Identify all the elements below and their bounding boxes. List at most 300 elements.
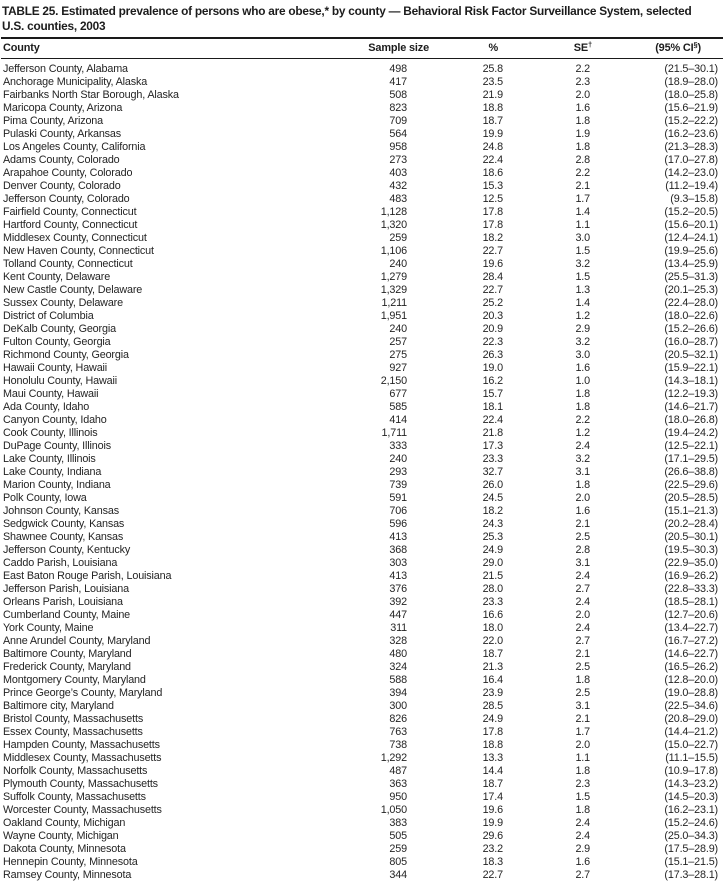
cell-pct: 17.8 xyxy=(435,206,510,219)
cell-se: 2.3 xyxy=(510,778,599,791)
cell-county: DeKalb County, Georgia xyxy=(1,323,355,336)
table-row xyxy=(1,531,723,544)
cell-sample: 376 xyxy=(355,583,435,596)
cell-sample: 413 xyxy=(355,570,435,583)
cell-sample: 413 xyxy=(355,531,435,544)
table-row xyxy=(1,557,723,570)
cell-county: Sussex County, Delaware xyxy=(1,297,355,310)
table-row xyxy=(1,271,723,284)
cell-pct: 12.5 xyxy=(435,193,510,206)
cell-pct: 24.8 xyxy=(435,141,510,154)
cell-se: 1.7 xyxy=(510,193,599,206)
cell-se: 3.0 xyxy=(510,349,599,362)
cell-se: 2.0 xyxy=(510,609,599,622)
cell-sample: 805 xyxy=(355,856,435,869)
cell-se: 1.1 xyxy=(510,219,599,232)
cell-ci: (19.9–25.6) xyxy=(599,245,723,258)
cell-sample: 240 xyxy=(355,453,435,466)
cell-se: 3.2 xyxy=(510,453,599,466)
cell-ci: (15.2–24.6) xyxy=(599,817,723,830)
table-row xyxy=(1,739,723,752)
cell-ci: (16.7–27.2) xyxy=(599,635,723,648)
cell-ci: (12.7–20.6) xyxy=(599,609,723,622)
cell-ci: (14.4–21.2) xyxy=(599,726,723,739)
cell-pct: 22.3 xyxy=(435,336,510,349)
cell-ci: (20.2–28.4) xyxy=(599,518,723,531)
cell-se: 2.7 xyxy=(510,635,599,648)
cell-sample: 950 xyxy=(355,791,435,804)
cell-se: 1.8 xyxy=(510,388,599,401)
cell-pct: 15.3 xyxy=(435,180,510,193)
cell-ci: (21.5–30.1) xyxy=(599,59,723,77)
cell-sample: 1,279 xyxy=(355,271,435,284)
cell-county: York County, Maine xyxy=(1,622,355,635)
cell-se: 2.2 xyxy=(510,167,599,180)
cell-sample: 447 xyxy=(355,609,435,622)
table-row xyxy=(1,375,723,388)
cell-ci: (12.4–24.1) xyxy=(599,232,723,245)
cell-pct: 18.0 xyxy=(435,622,510,635)
table-row xyxy=(1,687,723,700)
cell-ci: (12.2–19.3) xyxy=(599,388,723,401)
cell-pct: 26.0 xyxy=(435,479,510,492)
footnote-marker: † xyxy=(588,40,592,49)
cell-sample: 487 xyxy=(355,765,435,778)
table-row xyxy=(1,401,723,414)
table-title-line2: U.S. counties, 2003 xyxy=(2,19,693,34)
cell-se: 2.8 xyxy=(510,544,599,557)
cell-se: 2.0 xyxy=(510,492,599,505)
cell-sample: 2,150 xyxy=(355,375,435,388)
cell-sample: 417 xyxy=(355,76,435,89)
cell-ci: (9.3–15.8) xyxy=(599,193,723,206)
cell-county: Orleans Parish, Louisiana xyxy=(1,596,355,609)
table-row xyxy=(1,440,723,453)
cell-ci: (20.1–25.3) xyxy=(599,284,723,297)
cell-se: 3.1 xyxy=(510,557,599,570)
cell-ci: (10.9–17.8) xyxy=(599,765,723,778)
table-row xyxy=(1,89,723,102)
table-row xyxy=(1,674,723,687)
cell-ci: (15.2–20.5) xyxy=(599,206,723,219)
cell-sample: 240 xyxy=(355,323,435,336)
column-header-se: SE† xyxy=(510,38,599,59)
table-title xyxy=(0,0,728,33)
cell-pct: 18.2 xyxy=(435,232,510,245)
table-row xyxy=(1,427,723,440)
cell-ci: (18.5–28.1) xyxy=(599,596,723,609)
cell-sample: 1,951 xyxy=(355,310,435,323)
cell-ci: (17.0–27.8) xyxy=(599,154,723,167)
cell-sample: 368 xyxy=(355,544,435,557)
cell-pct: 18.1 xyxy=(435,401,510,414)
cell-pct: 18.7 xyxy=(435,778,510,791)
cell-pct: 19.0 xyxy=(435,362,510,375)
cell-pct: 21.5 xyxy=(435,570,510,583)
cell-sample: 826 xyxy=(355,713,435,726)
cell-pct: 20.9 xyxy=(435,323,510,336)
cell-pct: 24.5 xyxy=(435,492,510,505)
cell-sample: 311 xyxy=(355,622,435,635)
cell-ci: (11.1–15.5) xyxy=(599,752,723,765)
cell-sample: 738 xyxy=(355,739,435,752)
cell-ci: (18.0–26.8) xyxy=(599,414,723,427)
cell-pct: 24.3 xyxy=(435,518,510,531)
cell-county: Hennepin County, Minnesota xyxy=(1,856,355,869)
cell-sample: 259 xyxy=(355,232,435,245)
cell-county: Frederick County, Maryland xyxy=(1,661,355,674)
cell-pct: 18.7 xyxy=(435,648,510,661)
table-row xyxy=(1,544,723,557)
cell-ci: (19.5–30.3) xyxy=(599,544,723,557)
cell-county: District of Columbia xyxy=(1,310,355,323)
cell-county: Pulaski County, Arkansas xyxy=(1,128,355,141)
cell-pct: 23.3 xyxy=(435,596,510,609)
cell-sample: 392 xyxy=(355,596,435,609)
cell-se: 1.8 xyxy=(510,804,599,817)
cell-pct: 32.7 xyxy=(435,466,510,479)
cell-pct: 17.8 xyxy=(435,219,510,232)
cell-pct: 18.6 xyxy=(435,167,510,180)
cell-sample: 564 xyxy=(355,128,435,141)
table-row xyxy=(1,713,723,726)
cell-ci: (15.0–22.7) xyxy=(599,739,723,752)
cell-pct: 19.9 xyxy=(435,817,510,830)
cell-se: 1.7 xyxy=(510,726,599,739)
cell-se: 2.2 xyxy=(510,59,599,77)
cell-se: 1.8 xyxy=(510,401,599,414)
cell-sample: 588 xyxy=(355,674,435,687)
cell-county: Kent County, Delaware xyxy=(1,271,355,284)
cell-sample: 596 xyxy=(355,518,435,531)
cell-ci: (14.2–23.0) xyxy=(599,167,723,180)
cell-ci: (20.5–30.1) xyxy=(599,531,723,544)
table-row xyxy=(1,453,723,466)
cell-pct: 25.3 xyxy=(435,531,510,544)
cell-county: Bristol County, Massachusetts xyxy=(1,713,355,726)
table-row xyxy=(1,583,723,596)
cell-county: East Baton Rouge Parish, Louisiana xyxy=(1,570,355,583)
cell-se: 1.6 xyxy=(510,362,599,375)
table-row xyxy=(1,518,723,531)
cell-pct: 22.7 xyxy=(435,869,510,882)
cell-sample: 1,211 xyxy=(355,297,435,310)
cell-sample: 324 xyxy=(355,661,435,674)
cell-ci: (16.5–26.2) xyxy=(599,661,723,674)
cell-ci: (17.5–28.9) xyxy=(599,843,723,856)
cell-pct: 15.7 xyxy=(435,388,510,401)
cell-county: Oakland County, Michigan xyxy=(1,817,355,830)
cell-county: Norfolk County, Massachusetts xyxy=(1,765,355,778)
cell-se: 1.8 xyxy=(510,765,599,778)
cell-county: DuPage County, Illinois xyxy=(1,440,355,453)
cell-sample: 240 xyxy=(355,258,435,271)
cell-se: 2.0 xyxy=(510,89,599,102)
cell-ci: (20.5–28.5) xyxy=(599,492,723,505)
cell-ci: (18.0–25.8) xyxy=(599,89,723,102)
table-row xyxy=(1,648,723,661)
cell-ci: (21.3–28.3) xyxy=(599,141,723,154)
cell-county: Worcester County, Massachusetts xyxy=(1,804,355,817)
table-row xyxy=(1,284,723,297)
cell-ci: (15.1–21.5) xyxy=(599,856,723,869)
cell-se: 1.2 xyxy=(510,427,599,440)
table-row xyxy=(1,661,723,674)
cell-sample: 763 xyxy=(355,726,435,739)
cell-se: 1.6 xyxy=(510,102,599,115)
cell-se: 2.1 xyxy=(510,518,599,531)
cell-sample: 1,106 xyxy=(355,245,435,258)
cell-ci: (18.0–22.6) xyxy=(599,310,723,323)
cell-pct: 23.3 xyxy=(435,453,510,466)
table-row xyxy=(1,817,723,830)
cell-ci: (12.5–22.1) xyxy=(599,440,723,453)
cell-se: 1.5 xyxy=(510,791,599,804)
table-row xyxy=(1,466,723,479)
table-row xyxy=(1,726,723,739)
cell-county: Lake County, Indiana xyxy=(1,466,355,479)
cell-ci: (20.8–29.0) xyxy=(599,713,723,726)
cell-ci: (20.5–32.1) xyxy=(599,349,723,362)
table-row xyxy=(1,297,723,310)
cell-ci: (14.3–18.1) xyxy=(599,375,723,388)
cell-ci: (13.4–22.7) xyxy=(599,622,723,635)
cell-county: Wayne County, Michigan xyxy=(1,830,355,843)
cell-county: Middlesex County, Connecticut xyxy=(1,232,355,245)
cell-county: Montgomery County, Maryland xyxy=(1,674,355,687)
cell-county: Fulton County, Georgia xyxy=(1,336,355,349)
cell-se: 2.9 xyxy=(510,843,599,856)
table-row xyxy=(1,206,723,219)
cell-se: 2.5 xyxy=(510,661,599,674)
cell-se: 3.1 xyxy=(510,700,599,713)
cell-sample: 958 xyxy=(355,141,435,154)
cell-county: Honolulu County, Hawaii xyxy=(1,375,355,388)
cell-se: 2.1 xyxy=(510,648,599,661)
cell-se: 2.9 xyxy=(510,323,599,336)
cell-se: 3.1 xyxy=(510,466,599,479)
cell-sample: 328 xyxy=(355,635,435,648)
table-row xyxy=(1,570,723,583)
prevalence-table xyxy=(1,37,723,882)
cell-county: Ada County, Idaho xyxy=(1,401,355,414)
cell-ci: (16.2–23.6) xyxy=(599,128,723,141)
cell-ci: (22.5–34.6) xyxy=(599,700,723,713)
cell-ci: (15.2–22.2) xyxy=(599,115,723,128)
cell-county: Johnson County, Kansas xyxy=(1,505,355,518)
cell-pct: 16.6 xyxy=(435,609,510,622)
cell-sample: 273 xyxy=(355,154,435,167)
cell-ci: (18.9–28.0) xyxy=(599,76,723,89)
cell-county: Baltimore County, Maryland xyxy=(1,648,355,661)
cell-se: 1.8 xyxy=(510,115,599,128)
table-row xyxy=(1,167,723,180)
cell-county: Maricopa County, Arizona xyxy=(1,102,355,115)
cell-sample: 344 xyxy=(355,869,435,882)
table-row xyxy=(1,336,723,349)
cell-sample: 414 xyxy=(355,414,435,427)
table-row xyxy=(1,310,723,323)
cell-ci: (15.6–21.9) xyxy=(599,102,723,115)
cell-ci: (15.9–22.1) xyxy=(599,362,723,375)
table-row xyxy=(1,219,723,232)
cell-pct: 16.4 xyxy=(435,674,510,687)
table-row xyxy=(1,843,723,856)
column-header-pct: % xyxy=(435,38,510,59)
cell-pct: 23.9 xyxy=(435,687,510,700)
cell-ci: (11.2–19.4) xyxy=(599,180,723,193)
cell-county: Caddo Parish, Louisiana xyxy=(1,557,355,570)
cell-pct: 22.7 xyxy=(435,245,510,258)
cell-se: 3.2 xyxy=(510,258,599,271)
cell-county: Canyon County, Idaho xyxy=(1,414,355,427)
cell-county: Hampden County, Massachusetts xyxy=(1,739,355,752)
cell-pct: 25.2 xyxy=(435,297,510,310)
cell-county: Dakota County, Minnesota xyxy=(1,843,355,856)
cell-sample: 1,050 xyxy=(355,804,435,817)
cell-county: New Castle County, Delaware xyxy=(1,284,355,297)
cell-sample: 383 xyxy=(355,817,435,830)
table-row xyxy=(1,596,723,609)
cell-sample: 677 xyxy=(355,388,435,401)
cell-ci: (13.4–25.9) xyxy=(599,258,723,271)
cell-pct: 18.8 xyxy=(435,102,510,115)
table-row xyxy=(1,323,723,336)
cell-se: 1.5 xyxy=(510,245,599,258)
cell-county: Anne Arundel County, Maryland xyxy=(1,635,355,648)
table-row xyxy=(1,804,723,817)
cell-se: 1.9 xyxy=(510,128,599,141)
cell-sample: 1,711 xyxy=(355,427,435,440)
cell-sample: 1,292 xyxy=(355,752,435,765)
cell-se: 2.4 xyxy=(510,622,599,635)
table-row xyxy=(1,349,723,362)
cell-pct: 28.4 xyxy=(435,271,510,284)
cell-se: 2.4 xyxy=(510,817,599,830)
cell-pct: 18.7 xyxy=(435,115,510,128)
table-row xyxy=(1,154,723,167)
cell-county: Jefferson Parish, Louisiana xyxy=(1,583,355,596)
cell-pct: 17.8 xyxy=(435,726,510,739)
cell-county: Suffolk County, Massachusetts xyxy=(1,791,355,804)
table-row xyxy=(1,791,723,804)
cell-se: 1.8 xyxy=(510,141,599,154)
cell-se: 1.0 xyxy=(510,375,599,388)
cell-se: 2.8 xyxy=(510,154,599,167)
table-row xyxy=(1,505,723,518)
cell-sample: 403 xyxy=(355,167,435,180)
column-header-county: County xyxy=(1,38,355,59)
cell-ci: (19.0–28.8) xyxy=(599,687,723,700)
cell-se: 3.0 xyxy=(510,232,599,245)
cell-pct: 21.3 xyxy=(435,661,510,674)
cell-county: Essex County, Massachusetts xyxy=(1,726,355,739)
cell-sample: 585 xyxy=(355,401,435,414)
table-row xyxy=(1,76,723,89)
cell-pct: 29.0 xyxy=(435,557,510,570)
cell-se: 1.4 xyxy=(510,297,599,310)
header-row xyxy=(1,38,723,59)
table-row xyxy=(1,59,723,77)
cell-pct: 17.3 xyxy=(435,440,510,453)
cell-pct: 14.4 xyxy=(435,765,510,778)
cell-se: 2.4 xyxy=(510,596,599,609)
cell-sample: 480 xyxy=(355,648,435,661)
cell-se: 1.3 xyxy=(510,284,599,297)
cell-ci: (15.6–20.1) xyxy=(599,219,723,232)
cell-pct: 22.7 xyxy=(435,284,510,297)
cell-pct: 24.9 xyxy=(435,713,510,726)
cell-county: Cook County, Illinois xyxy=(1,427,355,440)
cell-se: 2.7 xyxy=(510,583,599,596)
cell-sample: 300 xyxy=(355,700,435,713)
cell-ci: (14.6–22.7) xyxy=(599,648,723,661)
cell-county: Fairbanks North Star Borough, Alaska xyxy=(1,89,355,102)
cell-pct: 25.8 xyxy=(435,59,510,77)
cell-pct: 19.6 xyxy=(435,804,510,817)
cell-sample: 1,128 xyxy=(355,206,435,219)
cell-sample: 709 xyxy=(355,115,435,128)
cell-sample: 394 xyxy=(355,687,435,700)
cell-county: Maui County, Hawaii xyxy=(1,388,355,401)
cell-pct: 13.3 xyxy=(435,752,510,765)
cell-sample: 333 xyxy=(355,440,435,453)
table-row xyxy=(1,102,723,115)
cell-se: 2.4 xyxy=(510,440,599,453)
cell-ci: (22.9–35.0) xyxy=(599,557,723,570)
cell-pct: 21.9 xyxy=(435,89,510,102)
cell-ci: (17.3–28.1) xyxy=(599,869,723,882)
cell-se: 1.8 xyxy=(510,479,599,492)
table-row xyxy=(1,700,723,713)
cell-pct: 19.6 xyxy=(435,258,510,271)
cell-sample: 257 xyxy=(355,336,435,349)
cell-se: 1.6 xyxy=(510,856,599,869)
cell-county: Polk County, Iowa xyxy=(1,492,355,505)
cell-se: 2.7 xyxy=(510,869,599,882)
cell-county: Jefferson County, Alabama xyxy=(1,59,355,77)
cell-se: 2.3 xyxy=(510,76,599,89)
cell-county: Arapahoe County, Colorado xyxy=(1,167,355,180)
table-row xyxy=(1,245,723,258)
cell-sample: 275 xyxy=(355,349,435,362)
cell-sample: 505 xyxy=(355,830,435,843)
cell-county: Lake County, Illinois xyxy=(1,453,355,466)
cell-county: Los Angeles County, California xyxy=(1,141,355,154)
cell-county: Baltimore city, Maryland xyxy=(1,700,355,713)
cell-se: 1.4 xyxy=(510,206,599,219)
cell-sample: 508 xyxy=(355,89,435,102)
cell-county: Tolland County, Connecticut xyxy=(1,258,355,271)
table-row xyxy=(1,492,723,505)
cell-pct: 19.9 xyxy=(435,128,510,141)
table-row xyxy=(1,635,723,648)
cell-county: Shawnee County, Kansas xyxy=(1,531,355,544)
cell-sample: 591 xyxy=(355,492,435,505)
cell-pct: 28.0 xyxy=(435,583,510,596)
cell-ci: (16.2–23.1) xyxy=(599,804,723,817)
cell-county: Jefferson County, Colorado xyxy=(1,193,355,206)
cell-county: Hartford County, Connecticut xyxy=(1,219,355,232)
cell-sample: 432 xyxy=(355,180,435,193)
cell-pct: 26.3 xyxy=(435,349,510,362)
cell-sample: 823 xyxy=(355,102,435,115)
table-row xyxy=(1,765,723,778)
cell-sample: 363 xyxy=(355,778,435,791)
table-row xyxy=(1,609,723,622)
cell-county: Jefferson County, Kentucky xyxy=(1,544,355,557)
table-title-line1: TABLE 25. Estimated prevalence of persons who are obese,* by county — Behavioral Risk Factor Surveillance System, selected xyxy=(2,4,693,19)
